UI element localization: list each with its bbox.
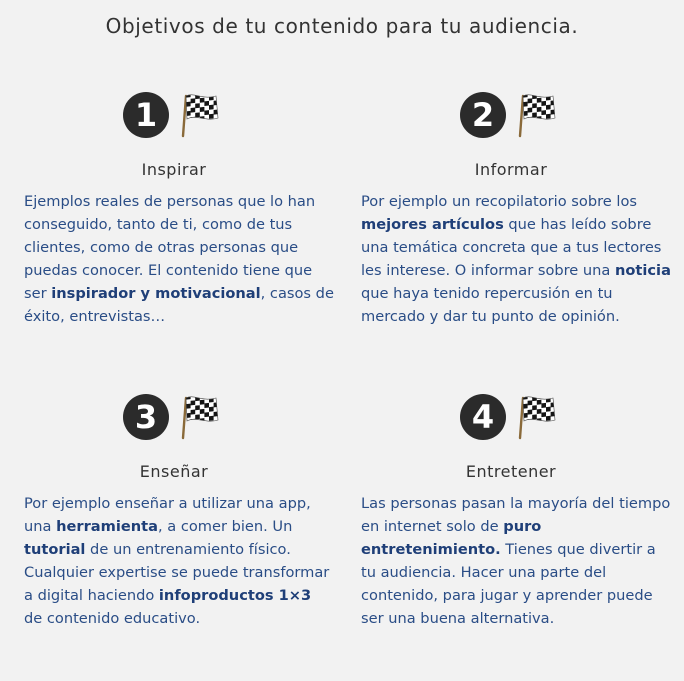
objective-card-entretener <box>361 392 671 630</box>
objective-card-ensenar <box>24 392 334 630</box>
highlighted-text: inspirador y motivacional <box>51 285 261 302</box>
body-text-segment: de un entrenamiento físico. Cualquier expertise se puede transformar a digital haciendo <box>24 541 330 604</box>
card-description <box>24 492 334 630</box>
body-text-segment: que has leído sobre una temática concreta que a tus lectores les interese. O informar sobre una <box>361 216 662 279</box>
checkered-flag-icon <box>180 394 220 440</box>
body-text-segment: Tienes que divertir a tu audiencia. Hacer una parte del contenido, para jugar y aprender puede ser una buena alternativa. <box>361 541 656 627</box>
checkered-flag-icon <box>180 92 220 138</box>
card-title: Inspirar <box>141 160 207 179</box>
highlighted-text: herramienta <box>56 518 158 535</box>
card-icons <box>361 90 661 138</box>
body-text-segment: Por ejemplo un recopilatorio sobre los <box>361 193 637 210</box>
card-title: Enseñar <box>139 462 209 481</box>
body-text-segment: Las personas pasan la mayoría del tiempo en internet solo de <box>361 495 671 535</box>
objective-card-informar <box>361 90 671 328</box>
card-title: Informar <box>474 160 548 179</box>
card-title: Entretener <box>465 462 557 481</box>
number-badge-icon: 4 <box>460 394 506 440</box>
highlighted-text: mejores artículos <box>361 216 504 233</box>
body-text-segment: , casos de éxito, entrevistas… <box>24 285 334 325</box>
body-text-segment: Por ejemplo enseñar a utilizar una app, una <box>24 495 311 535</box>
objective-card-inspirar <box>24 90 334 328</box>
card-description <box>361 190 671 328</box>
number-badge-icon: 3 <box>123 394 169 440</box>
checkered-flag-icon <box>517 394 557 440</box>
highlighted-text: infoproductos 1×3 <box>158 587 312 604</box>
card-description <box>361 492 671 630</box>
highlighted-text: puro entretenimiento. <box>361 518 542 558</box>
number-badge-icon: 2 <box>460 92 506 138</box>
body-text-segment: que haya tenido repercusión en tu mercado y dar tu punto de opinión. <box>361 285 620 325</box>
card-description <box>24 190 334 328</box>
checkered-flag-icon <box>517 92 557 138</box>
card-icons <box>361 392 661 440</box>
body-text-segment: de contenido educativo. <box>24 610 201 627</box>
number-badge-icon: 1 <box>123 92 169 138</box>
highlighted-text: tutorial <box>24 541 86 558</box>
page-title: Objetivos de tu contenido para tu audiencia. <box>105 14 579 38</box>
card-icons <box>24 392 324 440</box>
body-text-segment: , a comer bien. Un <box>157 518 293 535</box>
body-text-segment: Ejemplos reales de personas que lo han conseguido, tanto de ti, como de tus clientes, como de otras personas que puedas conocer. El contenido tiene que ser <box>24 193 316 302</box>
highlighted-text: noticia <box>615 262 671 279</box>
card-icons <box>24 90 324 138</box>
